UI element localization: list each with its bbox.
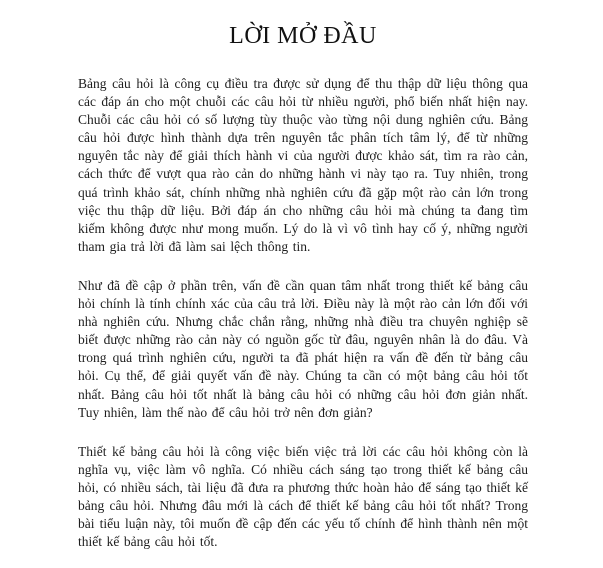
paragraph-2: Như đã đề cập ở phần trên, vấn đề cần quan tâm nhất trong thiết kế bảng câu hỏi chính là tính chính xác của câu trả lời. Điều này là một rào cản lớn đối với nhà nghiên cứu. Nhưng chắc chắn rằng, những nhà điều tra chuyên nghiệp sẽ biết được những rào cản này có nguồn gốc từ đâu, nguyên nhân là do đâu. Và trong quá trình nghiên cứu, người ta đã phát hiện ra vấn đề đến từ bảng câu hỏi. Cụ thể, để giải quyết vấn đề này. Chúng ta cần có một bảng câu hỏi tốt nhất. Bảng câu hỏi tốt nhất là bảng câu hỏi có những câu hỏi đơn giản nhất. Tuy nhiên, làm thế nào để câu hỏi trở nên đơn giản? xyxy=(78,277,528,420)
document-title: LỜI MỞ ĐẦU xyxy=(229,23,377,49)
paragraph-3: Thiết kế bảng câu hỏi là công việc biến việc trả lời các câu hỏi không còn là nghĩa vụ, việc làm vô nghĩa. Có nhiều cách sáng tạo trong thiết kế bảng câu hỏi, có nhiều sách, tài liệu đã đưa ra phương thức hoàn hảo để sáng tạo thiết kế bảng câu hỏi. Nhưng đâu mới là cách để thiết kế bảng câu hỏi tốt nhất? Trong bài tiểu luận này, tôi muốn đề cập đến các yếu tố chính để hình thành nên một thiết kế bảng câu hỏi tốt. xyxy=(78,443,528,550)
document-body xyxy=(78,75,528,551)
paragraph-1: Bảng câu hỏi là công cụ điều tra được sử dụng để thu thập dữ liệu thông qua các đáp án cho một chuỗi các câu hỏi từ nhiều người, phổ biến nhất hiện nay. Chuỗi các câu hỏi có số lượng tùy thuộc vào từng nội dung nghiên cứu. Bảng câu hỏi được hình thành dựa trên nguyên tắc phân tích tâm lý, để từ những nguyên tắc này để giải thích hành vi của người được khảo sát, tìm ra rào cản, cách thức để vượt qua rào cản do những hành vi này tạo ra. Tuy nhiên, trong quá trình khảo sát, chính những nhà nghiên cứu đã gặp một rào cản lớn trong việc thu thập dữ liệu. Bởi đáp án cho những câu hỏi mà chúng ta đang tìm kiếm không được như mong muốn. Lý do là vì vô tình hay cố ý, những người tham gia trả lời đã làm sai lệch thông tin. xyxy=(78,76,528,254)
